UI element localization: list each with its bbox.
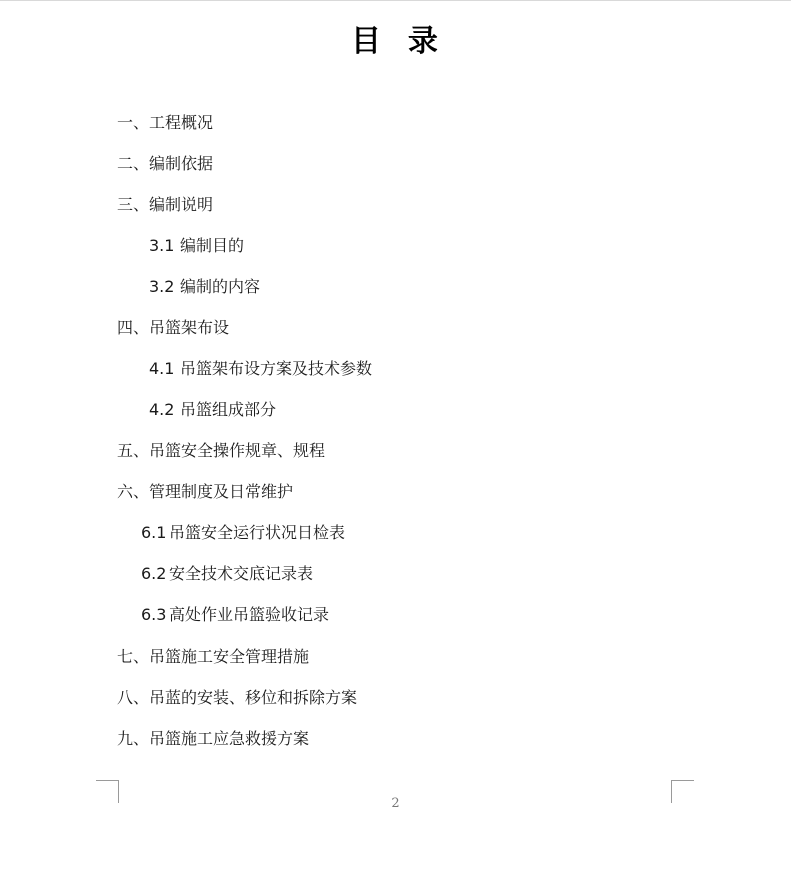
toc-item-1[interactable] — [117, 112, 213, 134]
toc-item-4[interactable] — [117, 317, 229, 339]
page-title — [0, 22, 791, 62]
toc-item-label: 编制的内容 — [180, 277, 261, 296]
toc-item-label: 吊篮组成部分 — [180, 400, 277, 419]
page-number: 2 — [391, 796, 400, 811]
toc-item-label: 三、编制说明 — [117, 195, 214, 214]
toc-item-4-2[interactable] — [149, 399, 276, 421]
toc-item-number: 3.2 — [149, 277, 175, 296]
toc-item-number: 4.1 — [149, 359, 175, 378]
toc-item-label: 四、吊篮架布设 — [117, 318, 230, 337]
toc-item-label: 九、吊篮施工应急救援方案 — [117, 729, 310, 748]
toc-item-5[interactable] — [117, 440, 325, 462]
toc-item-label: 安全技术交底记录表 — [169, 564, 314, 583]
toc-item-3[interactable] — [117, 194, 213, 216]
toc-item-label: 高处作业吊篮验收记录 — [169, 605, 330, 624]
toc-item-2[interactable] — [117, 153, 213, 175]
toc-item-label: 编制目的 — [180, 236, 245, 255]
toc-item-number: 6.2 — [141, 564, 167, 583]
page-top-border — [0, 0, 791, 1]
toc-item-label: 一、工程概况 — [117, 113, 214, 132]
toc-item-8[interactable] — [117, 687, 357, 709]
toc-item-7[interactable] — [117, 646, 309, 668]
toc-item-6-3[interactable] — [141, 604, 329, 626]
toc-item-number: 6.3 — [141, 605, 167, 624]
toc-item-4-1[interactable] — [149, 358, 372, 380]
title-text: 目 录 — [351, 24, 440, 59]
toc-item-label: 六、管理制度及日常维护 — [117, 482, 294, 501]
toc-item-label: 吊篮架布设方案及技术参数 — [180, 359, 373, 378]
toc-item-label: 八、吊蓝的安装、移位和拆除方案 — [117, 688, 358, 707]
toc-item-label: 五、吊篮安全操作规章、规程 — [117, 441, 326, 460]
toc-item-6[interactable] — [117, 481, 293, 503]
toc-item-6-1[interactable] — [141, 522, 345, 544]
toc-item-number: 3.1 — [149, 236, 175, 255]
toc-item-6-2[interactable] — [141, 563, 313, 585]
toc-item-3-1[interactable] — [149, 235, 244, 257]
toc-item-number: 6.1 — [141, 523, 167, 542]
toc-item-label: 二、编制依据 — [117, 154, 214, 173]
toc-item-label: 吊篮安全运行状况日检表 — [169, 523, 346, 542]
toc-item-3-2[interactable] — [149, 276, 260, 298]
toc-item-number: 4.2 — [149, 400, 175, 419]
toc-item-9[interactable] — [117, 728, 309, 750]
toc-item-label: 七、吊篮施工安全管理措施 — [117, 647, 310, 666]
